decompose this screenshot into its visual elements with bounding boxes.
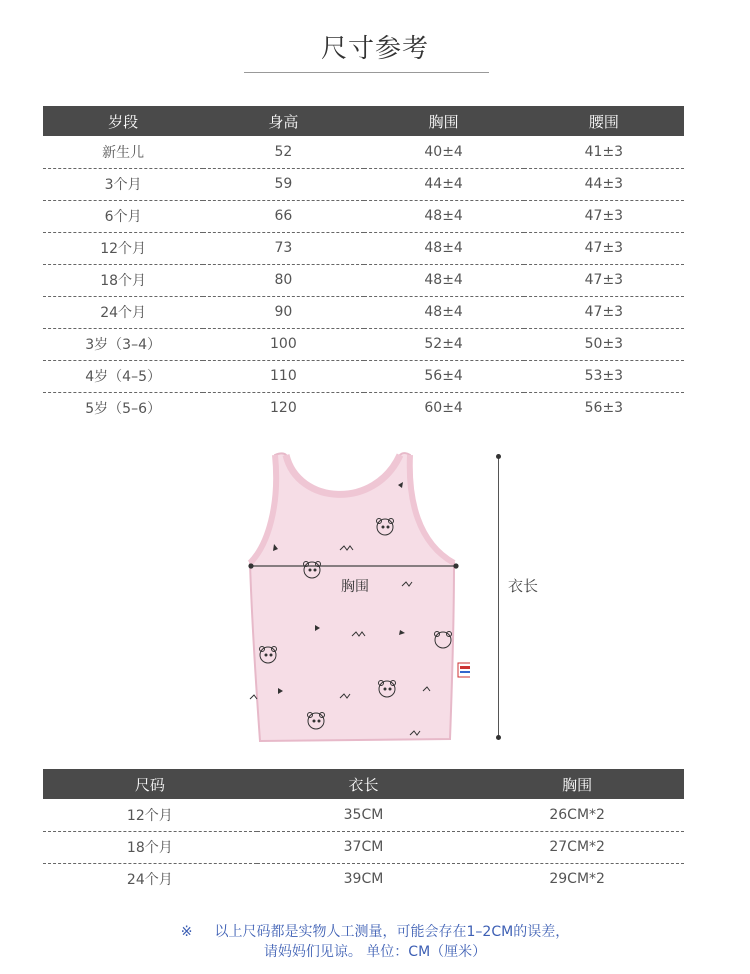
- table-cell: 120: [270, 400, 297, 417]
- table-cell: 48±4: [364, 264, 524, 296]
- length-label: 衣长: [508, 577, 539, 595]
- table-cell: 44±4: [364, 168, 524, 200]
- table-cell: 50±3: [524, 328, 684, 360]
- table-cell: 12个月: [43, 232, 203, 264]
- table-cell: 66: [203, 200, 363, 232]
- table-cell: 35CM: [257, 799, 471, 831]
- table-cell: 26CM*2: [470, 799, 684, 831]
- table-cell: 47±3: [524, 296, 684, 328]
- table-row: [43, 360, 684, 392]
- table-row: [43, 392, 684, 424]
- size-tag: [458, 663, 470, 677]
- measurement-note: [0, 922, 750, 962]
- length-measure-dot-bottom: [496, 735, 501, 740]
- note-mark: ※: [180, 924, 193, 940]
- table-cell: 53±3: [524, 360, 684, 392]
- column-header: 身高: [203, 106, 363, 136]
- table-cell: 56±3: [584, 400, 624, 417]
- title-underline: [244, 72, 489, 73]
- garment-size-table: [43, 769, 684, 895]
- column-header: 岁段: [43, 106, 203, 136]
- table-cell: 90: [203, 296, 363, 328]
- table-cell: 3岁（3–4）: [43, 328, 203, 360]
- age-size-table: [43, 106, 684, 424]
- table-cell: 48±4: [364, 232, 524, 264]
- table-cell: 73: [203, 232, 363, 264]
- table-cell: 6个月: [43, 200, 203, 232]
- table-cell: 44±3: [524, 168, 684, 200]
- table-cell: 24个月: [43, 296, 203, 328]
- table-row: [43, 296, 684, 328]
- column-header: 胸围: [470, 769, 684, 799]
- column-header: 尺码: [43, 769, 257, 799]
- length-measure-dot-top: [496, 454, 501, 459]
- table-cell: 52±4: [364, 328, 524, 360]
- table-cell: 100: [203, 328, 363, 360]
- table-cell: 47±3: [524, 200, 684, 232]
- table-cell: 39CM: [343, 871, 384, 888]
- page-title: 尺寸参考: [320, 34, 429, 64]
- table-cell: 18个月: [43, 831, 257, 863]
- note-line-1: 以上尺码都是实物人工测量，可能会存在1–2CM的误差，: [214, 924, 570, 940]
- table-row: [43, 232, 684, 264]
- chest-label: 胸围: [341, 579, 369, 595]
- table-row: [43, 328, 684, 360]
- chest-measure-dot-left: [248, 563, 253, 568]
- table-row: [43, 136, 684, 168]
- column-header: 衣长: [257, 769, 471, 799]
- table-cell: 48±4: [364, 200, 524, 232]
- length-measure-line: [498, 456, 499, 737]
- table-cell: 59: [203, 168, 363, 200]
- table-cell: 40±4: [364, 136, 524, 168]
- table-row: [43, 831, 684, 863]
- column-header: 胸围: [364, 106, 524, 136]
- table-row: [43, 264, 684, 296]
- table-cell: 48±4: [364, 296, 524, 328]
- table-row: [43, 863, 684, 895]
- table-cell: 27CM*2: [470, 831, 684, 863]
- table-row: [43, 200, 684, 232]
- table-header-row: [43, 769, 684, 799]
- chest-measure-dot-right: [453, 563, 458, 568]
- table-cell: 新生儿: [43, 136, 203, 168]
- table-cell: 56±4: [364, 360, 524, 392]
- table-cell: 80: [203, 264, 363, 296]
- table-cell: 41±3: [524, 136, 684, 168]
- table-row: [43, 799, 684, 831]
- table-cell: 3个月: [43, 168, 203, 200]
- table-cell: 4岁（4–5）: [43, 360, 203, 392]
- note-line-2: 请妈妈们见谅。 单位：CM（厘米）: [263, 944, 487, 960]
- column-header: 腰围: [524, 106, 684, 136]
- table-cell: 24个月: [126, 872, 173, 889]
- table-cell: 47±3: [524, 232, 684, 264]
- table-cell: 37CM: [257, 831, 471, 863]
- table-cell: 18个月: [43, 264, 203, 296]
- table-header-row: [43, 106, 684, 136]
- table-cell: 12个月: [43, 799, 257, 831]
- table-cell: 52: [203, 136, 363, 168]
- table-row: [43, 168, 684, 200]
- table-cell: 5岁（5–6）: [85, 401, 161, 418]
- table-cell: 60±4: [424, 400, 463, 417]
- table-cell: 47±3: [524, 264, 684, 296]
- table-cell: 110: [203, 360, 363, 392]
- table-cell: 29CM*2: [549, 871, 605, 888]
